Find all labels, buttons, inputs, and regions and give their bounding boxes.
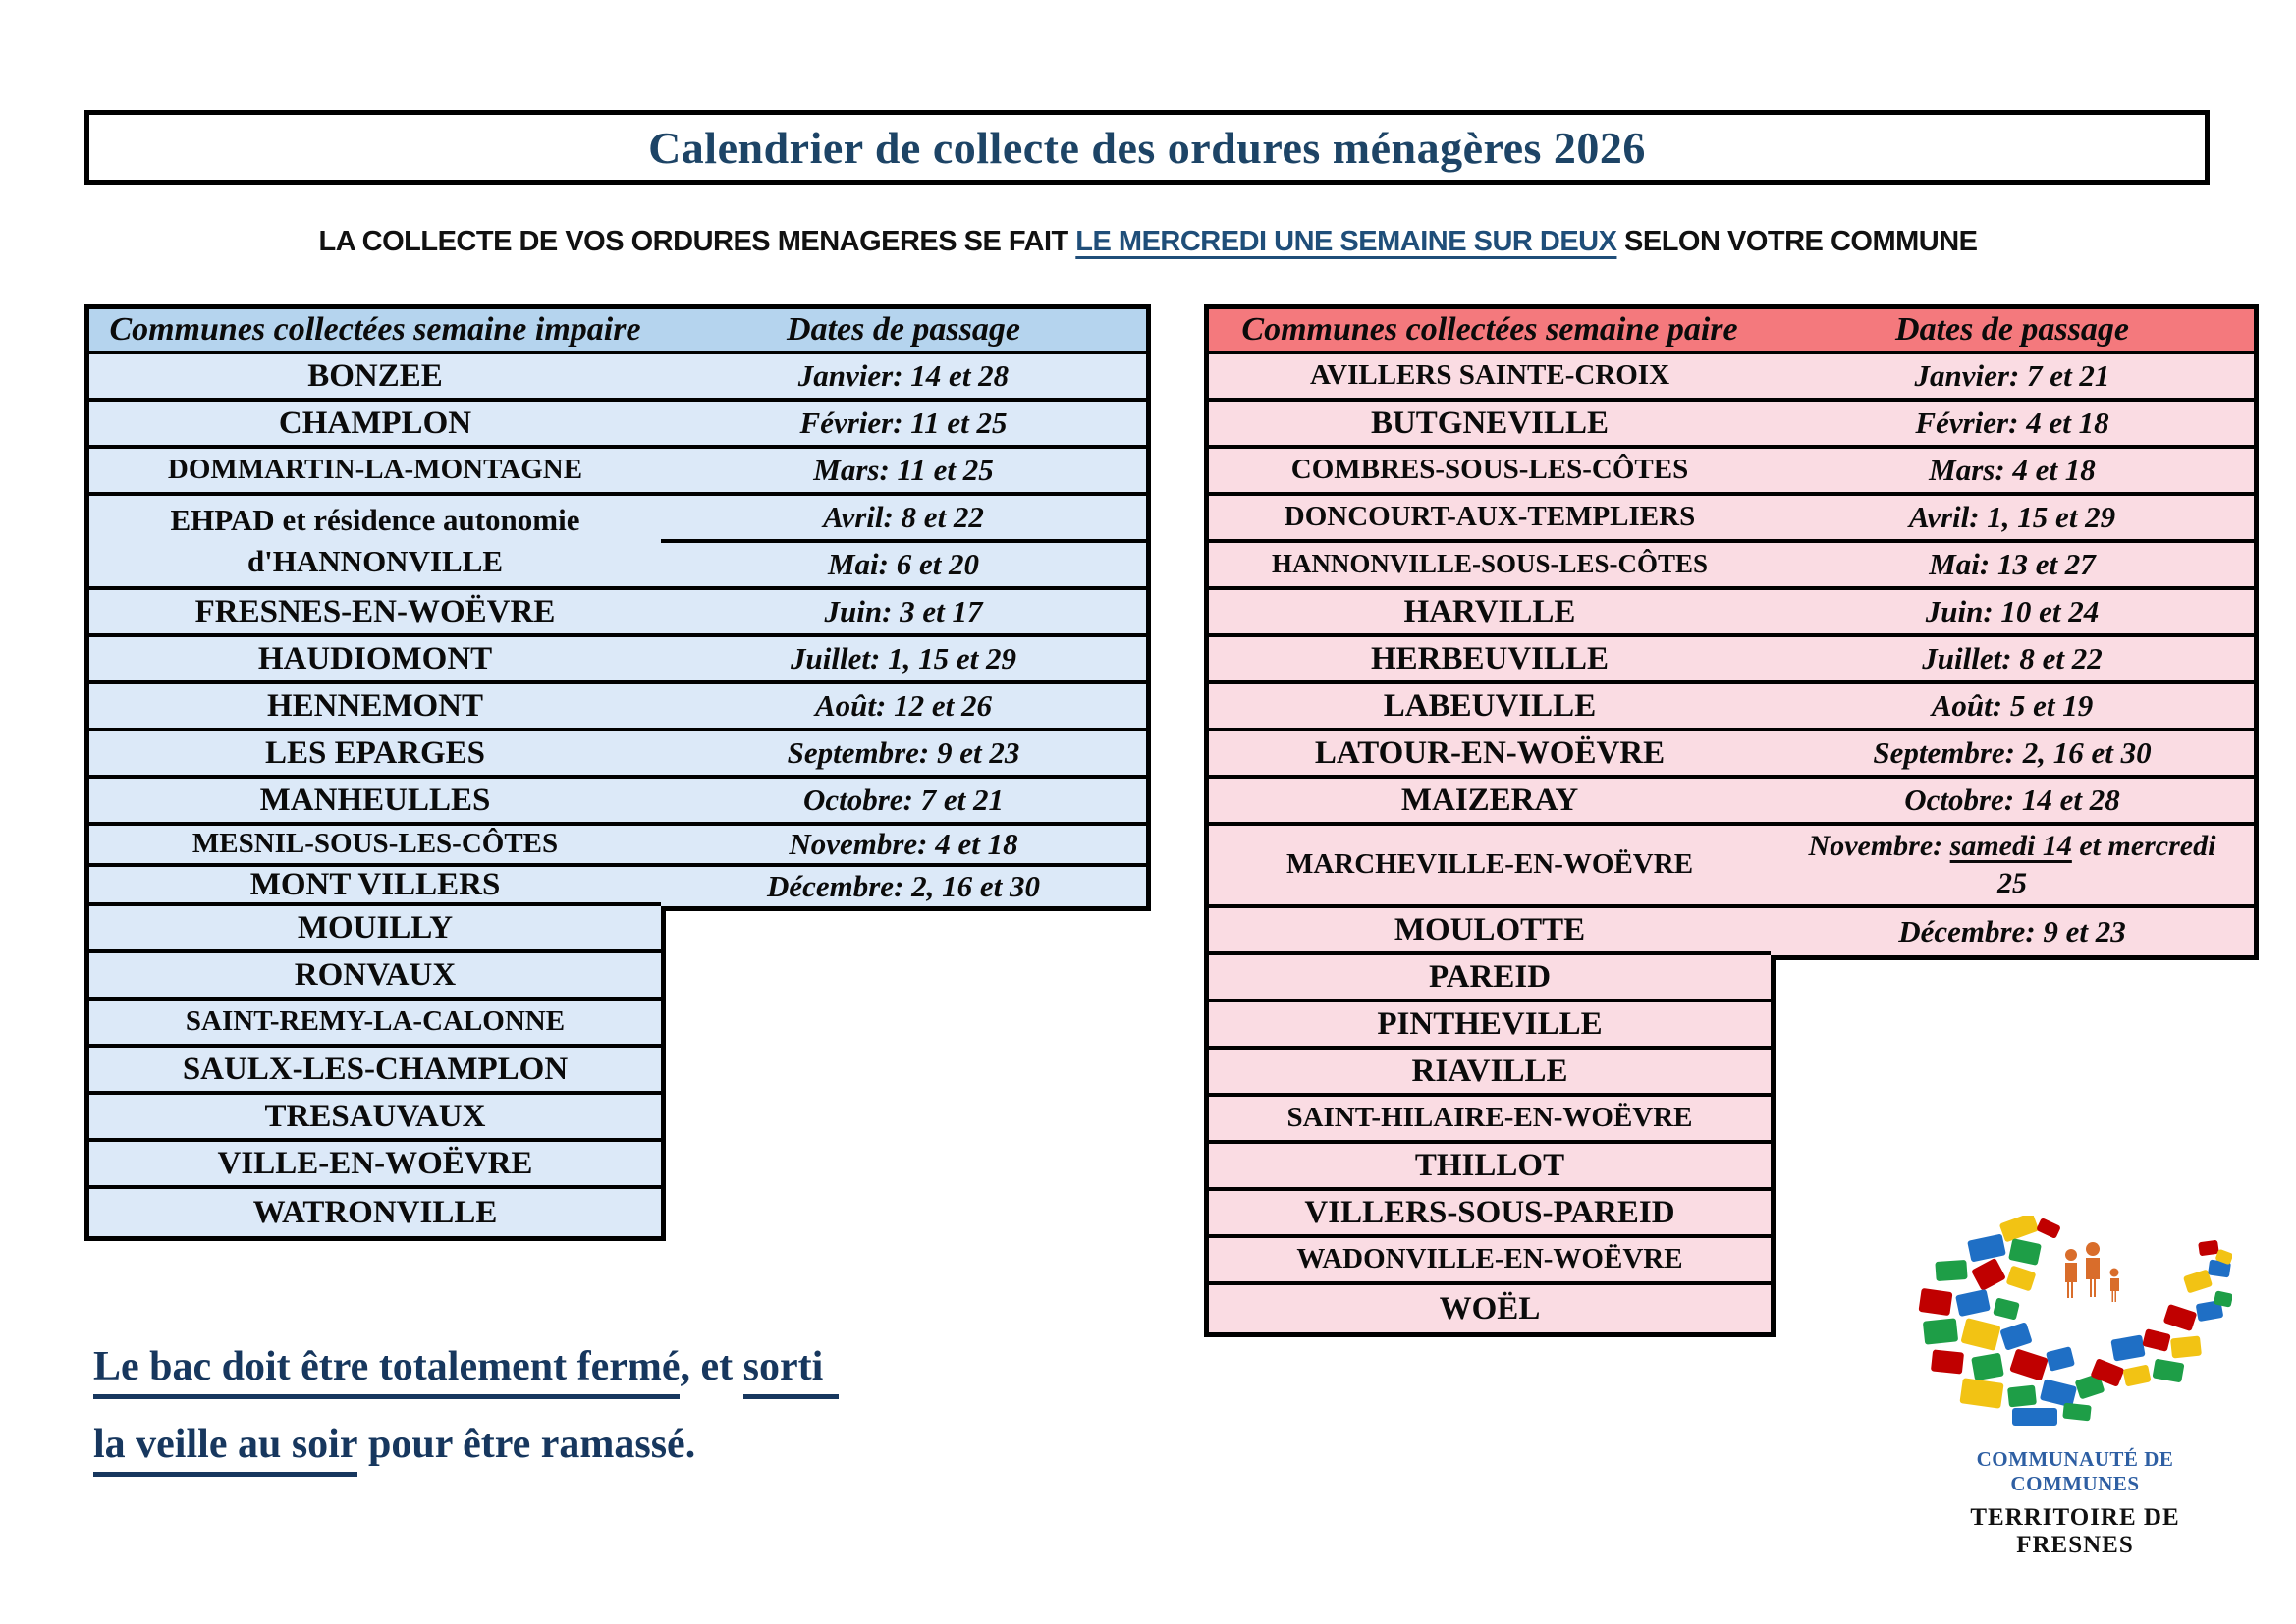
subtitle-highlight: LE MERCREDI UNE SEMAINE SUR DEUX	[1075, 226, 1617, 257]
note-line-2	[93, 1421, 1075, 1477]
logo-people-icon	[2065, 1242, 2119, 1302]
commune-cell: HERBEUVILLE	[1209, 637, 1771, 684]
commune-cell: AVILLERS SAINTE-CROIX	[1209, 354, 1771, 402]
note-line-1	[93, 1343, 1075, 1399]
date-cell: Novembre: 4 et 18	[661, 826, 1146, 867]
commune-cell: MANHEULLES	[89, 779, 661, 826]
date-cell	[1771, 826, 2254, 908]
date-cell: Octobre: 14 et 28	[1771, 779, 2254, 826]
date-cell: Octobre: 7 et 21	[661, 779, 1146, 826]
commune-cell: RIAVILLE	[1209, 1050, 1771, 1097]
commune-cell: HARVILLE	[1209, 590, 1771, 637]
cell-line: EHPAD et résidence autonomie	[170, 503, 580, 537]
commune-cell: BONZEE	[89, 354, 661, 402]
commune-cell: HAUDIOMONT	[89, 637, 661, 684]
commune-cell: COMBRES-SOUS-LES-CÔTES	[1209, 449, 1771, 496]
commune-cell: RONVAUX	[89, 953, 661, 1001]
date-cell: Mars: 4 et 18	[1771, 449, 2254, 496]
commune-cell: THILLOT	[1209, 1144, 1771, 1191]
note-underline-2: sorti	[743, 1343, 840, 1399]
date-cell: Juillet: 1, 15 et 29	[661, 637, 1146, 684]
subtitle-prefix: LA COLLECTE DE VOS ORDURES MENAGERES SE FAIT	[318, 226, 1076, 257]
commune-cell: CHAMPLON	[89, 402, 661, 449]
date-text-part: Novembre:	[1808, 830, 1950, 862]
date-cell: Juin: 10 et 24	[1771, 590, 2254, 637]
table-paire-communes-column	[1204, 304, 1776, 1337]
commune-cell: MAIZERAY	[1209, 779, 1771, 826]
date-cell: Août: 12 et 26	[661, 684, 1146, 731]
commune-cell: SAINT-REMY-LA-CALONNE	[89, 1001, 661, 1048]
table-impaire-dates-column	[661, 304, 1151, 911]
page-title: Calendrier de collecte des ordures ménagères 2026	[648, 122, 1646, 173]
commune-cell: LABEUVILLE	[1209, 684, 1771, 731]
commune-cell	[89, 496, 661, 590]
commune-cell: HENNEMONT	[89, 684, 661, 731]
note-rest: pour être ramassé.	[357, 1422, 696, 1467]
logo	[1913, 1216, 2237, 1559]
date-cell: Avril: 8 et 22	[661, 496, 1146, 543]
date-cell: Mai: 13 et 27	[1771, 543, 2254, 590]
subtitle	[0, 226, 2296, 258]
subtitle-suffix: SELON VOTRE COMMUNE	[1616, 226, 1978, 257]
table-impaire-communes-column	[84, 304, 666, 1241]
date-cell: Août: 5 et 19	[1771, 684, 2254, 731]
commune-cell: PINTHEVILLE	[1209, 1002, 1771, 1050]
date-cell: Janvier: 7 et 21	[1771, 354, 2254, 402]
commune-cell: MARCHEVILLE-EN-WOËVRE	[1209, 826, 1771, 908]
commune-cell: MESNIL-SOUS-LES-CÔTES	[89, 826, 661, 867]
note	[93, 1343, 1075, 1498]
date-cell: Janvier: 14 et 28	[661, 354, 1146, 402]
cell-line: 25	[1997, 867, 2027, 899]
commune-cell: MOULOTTE	[1209, 908, 1771, 955]
commune-cell: WATRONVILLE	[89, 1189, 661, 1236]
table-impaire-communes-header: Communes collectées semaine impaire	[89, 309, 661, 354]
cell-line: d'HANNONVILLE	[246, 544, 504, 578]
date-cell: Juillet: 8 et 22	[1771, 637, 2254, 684]
logo-crescent-graphic	[1918, 1216, 2232, 1427]
date-cell: Décembre: 9 et 23	[1771, 908, 2254, 955]
title-box	[84, 110, 2210, 185]
date-underlined-part: samedi 14	[1949, 830, 2072, 862]
commune-cell: MOUILLY	[89, 906, 661, 953]
date-text-part: et mercredi	[2071, 830, 2216, 862]
logo-territory-name: TERRITOIRE DE FRESNES	[1970, 1504, 2180, 1558]
note-mid: , et	[680, 1344, 743, 1389]
table-paire-dates-column	[1771, 304, 2259, 960]
commune-cell: HANNONVILLE-SOUS-LES-CÔTES	[1209, 543, 1771, 590]
date-cell: Mai: 6 et 20	[661, 543, 1146, 590]
date-cell: Avril: 1, 15 et 29	[1771, 496, 2254, 543]
date-cell: Septembre: 9 et 23	[661, 731, 1146, 779]
commune-cell: PAREID	[1209, 955, 1771, 1002]
date-cell: Mars: 11 et 25	[661, 449, 1146, 496]
commune-cell: VILLERS-SOUS-PAREID	[1209, 1191, 1771, 1238]
commune-cell: LATOUR-EN-WOËVRE	[1209, 731, 1771, 779]
table-paire-dates-header: Dates de passage	[1771, 309, 2254, 354]
date-cell: Décembre: 2, 16 et 30	[661, 867, 1146, 906]
commune-cell: MONT VILLERS	[89, 867, 661, 906]
date-cell: Février: 11 et 25	[661, 402, 1146, 449]
table-paire-communes-header: Communes collectées semaine paire	[1209, 309, 1771, 354]
date-cell: Juin: 3 et 17	[661, 590, 1146, 637]
date-cell: Février: 4 et 18	[1771, 402, 2254, 449]
commune-cell: WOËL	[1209, 1285, 1771, 1332]
commune-cell: DOMMARTIN-LA-MONTAGNE	[89, 449, 661, 496]
commune-cell: VILLE-EN-WOËVRE	[89, 1142, 661, 1189]
commune-cell: TRESAUVAUX	[89, 1095, 661, 1142]
logo-org-name: COMMUNAUTÉ DE COMMUNES	[1976, 1447, 2174, 1495]
commune-cell: BUTGNEVILLE	[1209, 402, 1771, 449]
table-impaire-dates-header: Dates de passage	[661, 309, 1146, 354]
logo-mosaic	[1918, 1216, 2232, 1426]
note-underline-1: Le bac doit être totalement fermé	[93, 1343, 680, 1399]
commune-cell: SAINT-HILAIRE-EN-WOËVRE	[1209, 1097, 1771, 1144]
commune-cell: WADONVILLE-EN-WOËVRE	[1209, 1238, 1771, 1285]
note-underline-3: la veille au soir	[93, 1421, 357, 1477]
date-cell: Septembre: 2, 16 et 30	[1771, 731, 2254, 779]
commune-cell: FRESNES-EN-WOËVRE	[89, 590, 661, 637]
commune-cell: DONCOURT-AUX-TEMPLIERS	[1209, 496, 1771, 543]
commune-cell: LES EPARGES	[89, 731, 661, 779]
commune-cell: SAULX-LES-CHAMPLON	[89, 1048, 661, 1095]
